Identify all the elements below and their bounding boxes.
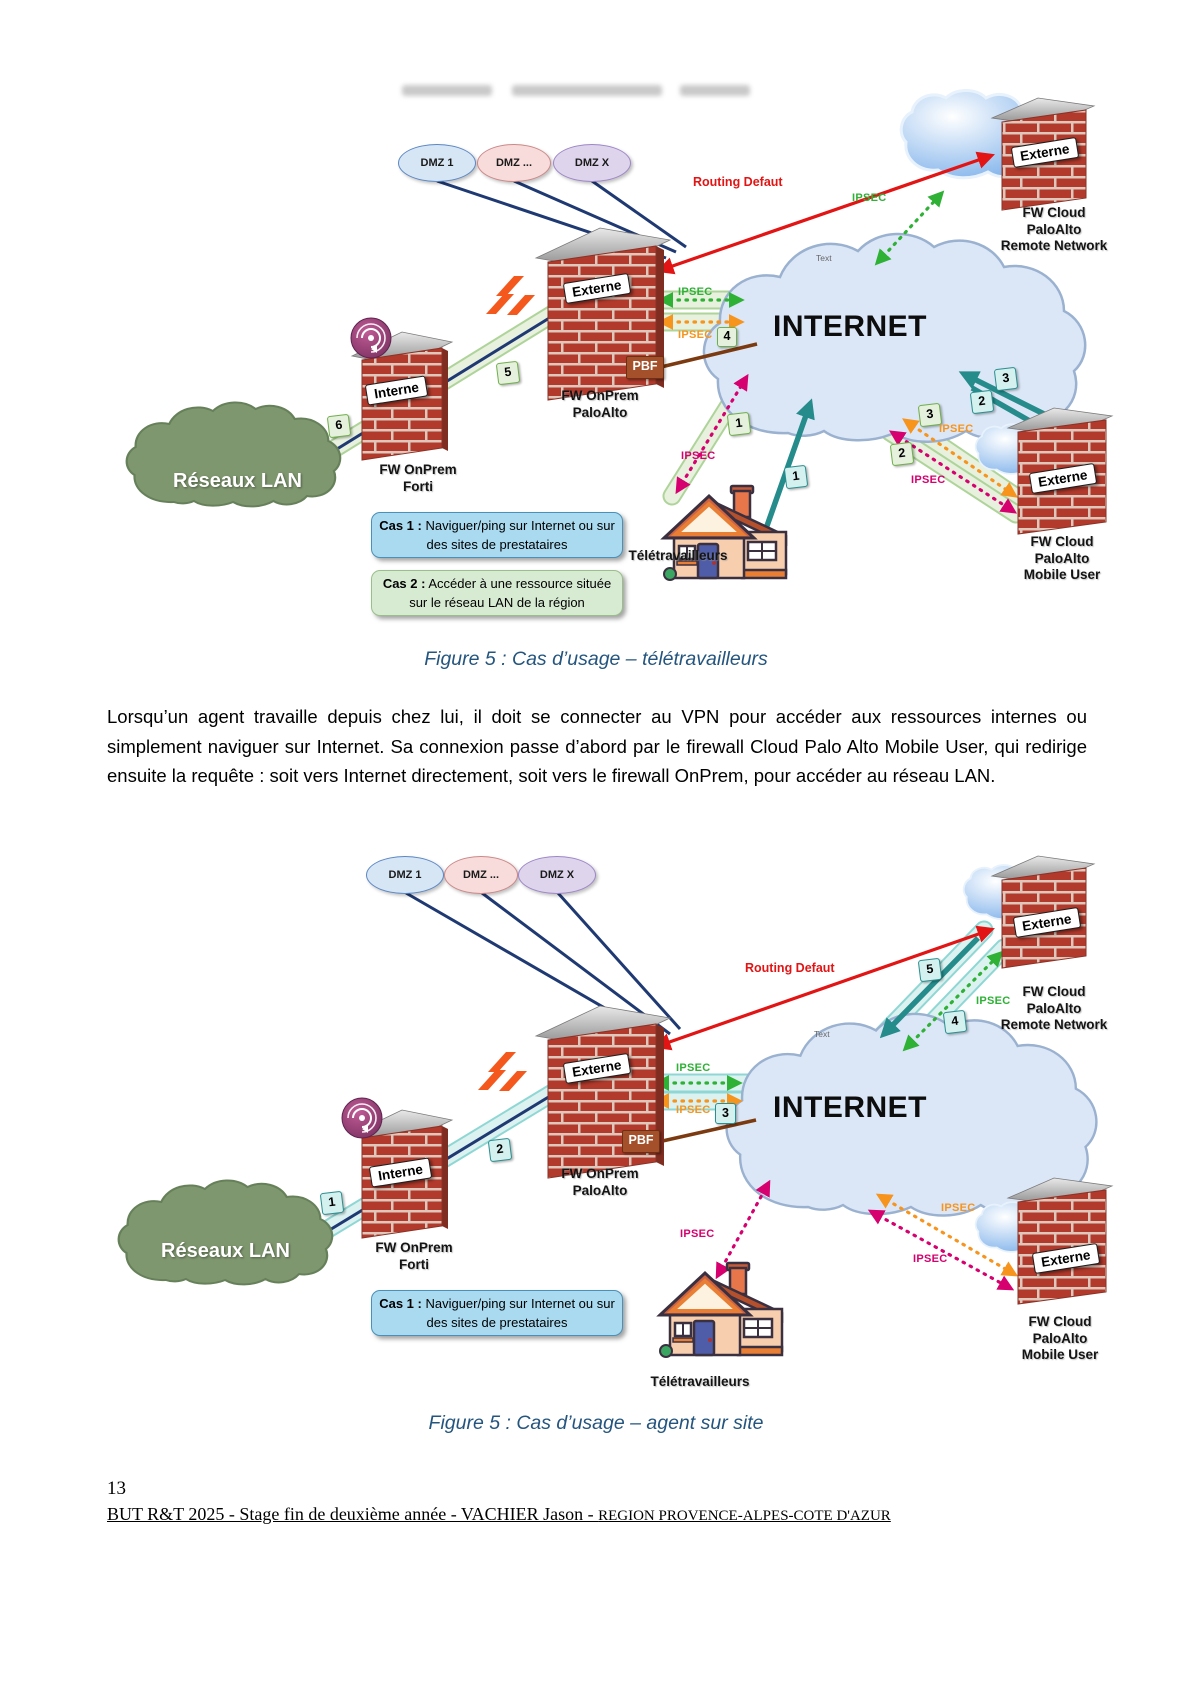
step-badge-1-vpn: 1 <box>727 412 752 437</box>
footer-main-text: BUT R&T 2025 - Stage fin de deuxième année - VACHIER Jason - <box>107 1504 599 1524</box>
teletravailleurs-label: Télétravailleurs <box>628 548 728 563</box>
fw-cloud-rn-line2: PaloAlto <box>1026 221 1082 237</box>
fw-onprem-forti-line1: FW OnPrem <box>375 1240 453 1255</box>
internet-cloud-1 <box>704 234 1085 442</box>
fw-onprem-palo-line1: FW OnPrem <box>561 1166 639 1181</box>
externe-tag-rn: Externe <box>1013 907 1081 938</box>
interne-tag: Interne <box>369 1157 433 1187</box>
internet-label: INTERNET <box>773 1091 927 1124</box>
fw-cloud-rn-line1: FW Cloud <box>1022 205 1086 220</box>
dmzx-label: DMZ X <box>539 869 575 881</box>
externe-tag-mu: Externe <box>1029 463 1097 494</box>
fw-cloud-mu-line2: PaloAlto <box>1032 1330 1088 1346</box>
dmz-dots-label: DMZ ... <box>462 869 500 881</box>
ipsec-label: IPSEC <box>678 286 713 298</box>
fw-cloud-mu-line1: FW Cloud <box>1030 534 1094 549</box>
figure2-caption: Figure 5 : Cas d’usage – agent sur site <box>428 1412 764 1434</box>
step-badge-3-direct: 3 <box>994 367 1019 392</box>
ipsec-label: IPSEC <box>976 995 1011 1007</box>
step-badge-3: 3 <box>715 1103 736 1124</box>
step-badge-5: 5 <box>918 958 943 983</box>
step-badge-1-direct: 1 <box>784 465 809 490</box>
fw-cloud-mu-wall-2 <box>1008 1178 1112 1304</box>
pbf-box: PBF <box>622 1130 660 1153</box>
pbf-box: PBF <box>626 356 664 379</box>
fw-cloud-mu-line2: PaloAlto <box>1034 550 1090 566</box>
ipsec-label: IPSEC <box>680 1228 715 1240</box>
teletravailleurs-label: Télétravailleurs <box>650 1374 750 1389</box>
routing-default-label: Routing Defaut <box>745 961 835 975</box>
paloalto-logo-icon <box>486 276 535 315</box>
step-badge-4: 4 <box>717 327 737 347</box>
fw-onprem-forti-line1: FW OnPrem <box>379 462 457 477</box>
body-paragraph: Lorsqu’un agent travaille depuis chez lui, il doit se connecter au VPN pour accéder aux ressources internes ou simplement naviguer sur Internet. Sa connexion passe d’abord par le firewall Cloud Palo Alto Mobile User, qui redirige ensuite la requête : soit vers Internet directement, soit vers le firewall OnPrem, pour accéder au réseau LAN. <box>107 706 1087 786</box>
externe-tag-mu: Externe <box>1032 1243 1100 1274</box>
diagram2-lines <box>119 856 1112 1357</box>
fw-onprem-palo-wall-1 <box>536 228 670 400</box>
ipsec-label: IPSEC <box>681 450 716 462</box>
fw-cloud-mu-line3: Mobile User <box>1021 1347 1099 1362</box>
step-badge-1: 1 <box>320 1191 345 1216</box>
step-badge-4: 4 <box>943 1010 968 1035</box>
paloalto-logo-icon <box>478 1052 527 1091</box>
step-badge-2: 2 <box>488 1138 513 1163</box>
lan-cloud-2 <box>119 1180 332 1284</box>
ipsec-label: IPSEC <box>676 1104 711 1116</box>
diagram1-lines <box>127 91 1112 581</box>
dmz1-label: DMZ 1 <box>388 869 422 881</box>
house-icon <box>664 486 786 580</box>
externe-tag-rn: Externe <box>1011 137 1079 168</box>
lan-cloud-1 <box>127 402 340 506</box>
step-badge-3-vpn: 3 <box>918 403 943 428</box>
ipsec-label: IPSEC <box>941 1202 976 1214</box>
routing-default-label: Routing Defaut <box>693 175 783 189</box>
fw-onprem-palo-line1: FW OnPrem <box>561 388 639 403</box>
step-badge-2-vpn: 2 <box>890 442 915 467</box>
cas1-text: Naviguer/ping sur Internet ou sur des sites de prestataires <box>425 518 615 552</box>
fw-cloud-rn-line3: Remote Network <box>1000 238 1108 253</box>
ipsec-label: IPSEC <box>911 474 946 486</box>
fw-onprem-forti-line2: Forti <box>399 1256 429 1272</box>
page-number: 13 <box>107 1478 126 1499</box>
dmz-dots-label: DMZ ... <box>495 157 533 169</box>
fw-cloud-mu-wall-1 <box>1008 408 1112 534</box>
ipsec-label: IPSEC <box>676 1062 711 1074</box>
fw-cloud-rn-line3: Remote Network <box>1000 1017 1108 1032</box>
externe-tag-onprem: Externe <box>563 1053 631 1084</box>
fw-onprem-palo-wall-2 <box>536 1006 670 1178</box>
cloud-note: Text <box>814 1029 830 1039</box>
fw-onprem-palo-line2: PaloAlto <box>572 404 628 420</box>
step-badge-2-direct: 2 <box>970 390 995 415</box>
cas2-text: Accéder à une ressource située sur le réseau LAN de la région <box>409 576 612 610</box>
ipsec-label: IPSEC <box>939 423 974 435</box>
internet-label: INTERNET <box>773 310 927 343</box>
sdwan-icon <box>351 318 391 358</box>
dmzx-label: DMZ X <box>574 157 610 169</box>
cas1-text: Naviguer/ping sur Internet ou sur des sites de prestataires <box>425 1296 615 1330</box>
ipsec-label: IPSEC <box>913 1253 948 1265</box>
cas1-label: Cas 1 : <box>379 1296 422 1311</box>
fw-cloud-rn-wall-1 <box>992 98 1094 210</box>
reseaux-lan-label: Réseaux LAN <box>161 1240 290 1262</box>
step-badge-6: 6 <box>327 414 352 439</box>
cas1-label: Cas 1 : <box>379 518 422 533</box>
reseaux-lan-label: Réseaux LAN <box>173 470 302 492</box>
cloud-note: Text <box>816 253 832 263</box>
house-icon <box>660 1263 782 1357</box>
dmz1-label: DMZ 1 <box>420 157 454 169</box>
step-badge-5: 5 <box>496 361 521 386</box>
fw-cloud-rn-line1: FW Cloud <box>1022 984 1086 999</box>
cas2-label: Cas 2 : <box>382 576 426 591</box>
fw-onprem-palo-line2: PaloAlto <box>572 1182 628 1198</box>
externe-tag-onprem: Externe <box>563 273 631 304</box>
figure1-caption: Figure 5 : Cas d’usage – télétravailleurs <box>424 648 768 670</box>
footer-organization: REGION PROVENCE-ALPES-COTE D'AZUR <box>598 1508 891 1524</box>
fw-cloud-mu-line1: FW Cloud <box>1028 1314 1092 1329</box>
fw-cloud-mu-line3: Mobile User <box>1023 567 1101 582</box>
ipsec-label: IPSEC <box>852 192 887 204</box>
sdwan-icon <box>342 1098 382 1138</box>
fw-cloud-rn-wall-2 <box>992 856 1094 968</box>
ipsec-label: IPSEC <box>678 329 713 341</box>
interne-tag: Interne <box>365 375 429 405</box>
fw-onprem-forti-line2: Forti <box>403 478 433 494</box>
fw-cloud-rn-line2: PaloAlto <box>1026 1000 1082 1016</box>
